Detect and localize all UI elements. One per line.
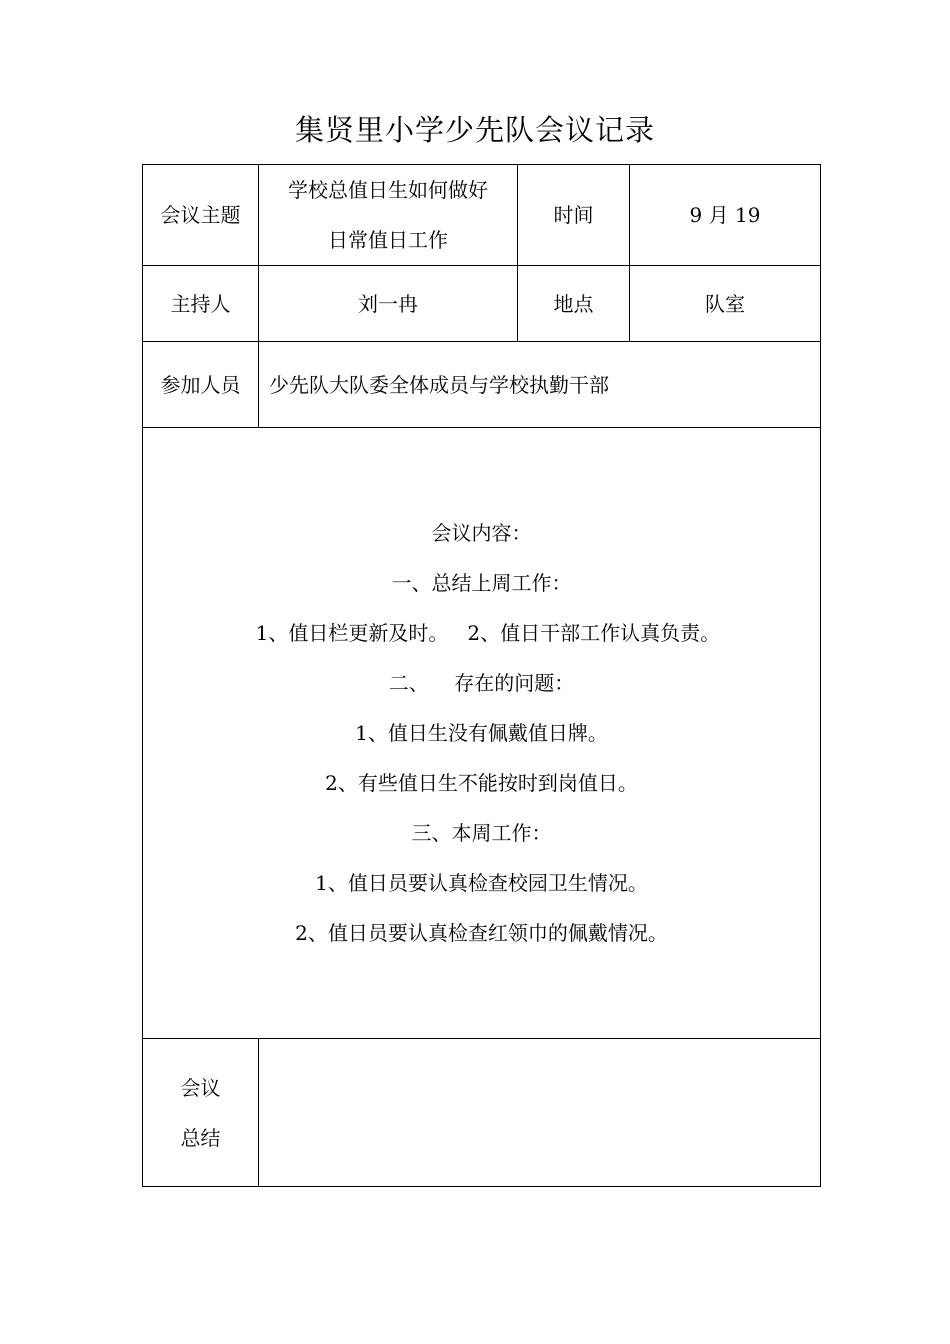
topic-row (143, 165, 821, 266)
content-line: 二、 存在的问题： (388, 671, 575, 695)
content-row (143, 428, 821, 1039)
content-line: 1、值日生没有佩戴值日牌。 (355, 721, 608, 745)
summary-row (143, 1039, 821, 1187)
host-value: 刘一冉 (259, 266, 518, 342)
host-row (143, 266, 821, 342)
summary-label-line-2: 总结 (180, 1125, 221, 1150)
host-label: 主持人 (143, 266, 259, 342)
content-line: 1、值日员要认真检查校园卫生情况。 (315, 871, 648, 895)
place-label: 地点 (518, 266, 630, 342)
place-value: 队室 (630, 266, 821, 342)
summary-label-line-1: 会议 (180, 1075, 221, 1100)
topic-value-line-2: 日常值日工作 (328, 228, 448, 252)
topic-value (259, 165, 518, 266)
summary-label (143, 1039, 259, 1187)
attendees-label: 参加人员 (143, 342, 259, 428)
topic-value-line-1: 学校总值日生如何做好 (288, 178, 488, 202)
content-line: 会议内容： (431, 521, 532, 545)
time-value: 9 月 19 (630, 165, 821, 266)
attendees-row (143, 342, 821, 428)
content-cell (143, 428, 821, 1039)
content-line: 三、本周工作： (411, 821, 552, 845)
attendees-value: 少先队大队委全体成员与学校执勤干部 (259, 342, 821, 428)
meeting-record-table (142, 164, 821, 1187)
content-line: 2、有些值日生不能按时到岗值日。 (325, 771, 638, 795)
topic-label: 会议主题 (143, 165, 259, 266)
content-line: 一、总结上周工作： (391, 571, 572, 595)
summary-value (259, 1039, 821, 1187)
content-line: 1、值日栏更新及时。 2、值日干部工作认真负责。 (242, 621, 721, 645)
content-line: 2、值日员要认真检查红领巾的佩戴情况。 (295, 921, 668, 945)
page-title: 集贤里小学少先队会议记录 (294, 113, 655, 147)
content-block (143, 508, 820, 958)
time-label: 时间 (518, 165, 630, 266)
